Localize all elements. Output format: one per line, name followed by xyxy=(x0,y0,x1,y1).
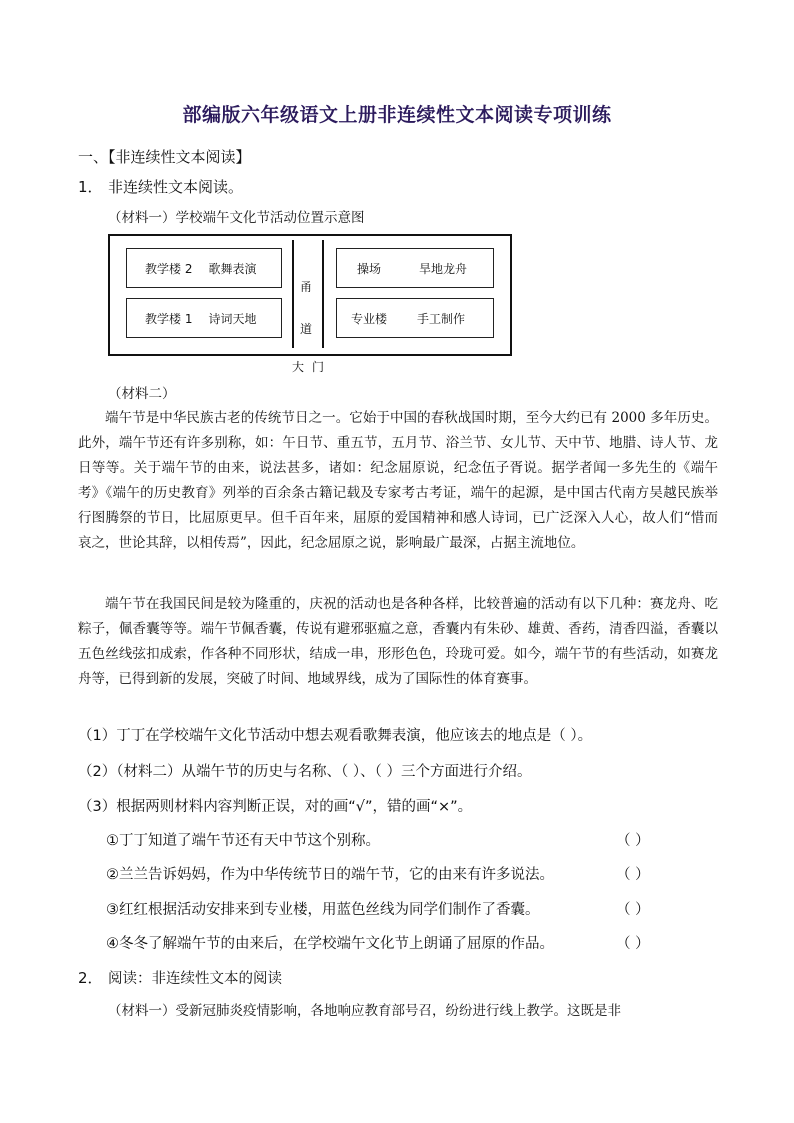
question-2-text: 阅读：非连续性文本的阅读 xyxy=(108,971,282,987)
section-heading: 一、【非连续性文本阅读】 xyxy=(78,148,251,166)
material-1-caption: （材料一）学校端午文化节活动位置示意图 xyxy=(108,210,365,226)
judgement-4-answer[interactable]: （ ） xyxy=(616,936,650,952)
road-right-edge xyxy=(322,240,324,348)
question-2-material-1: （材料一）受新冠肺炎疫情影响，各地响应教育部号召，纷纷进行线上教学。这既是非 xyxy=(108,1003,621,1019)
sub-question-3: （3）根据两则材料内容判断正误，对的画“√”，错的画“×”。 xyxy=(78,799,473,815)
building-teaching-2 xyxy=(126,248,282,288)
main-gate-label: 大门 xyxy=(292,360,333,374)
material-2-paragraph-2: 端午节在我国民间是较为隆重的，庆祝的活动也是各种各样，比较普遍的活动有以下几种：赛龙舟、吃粽子，佩香囊等等。端午节佩香囊，传说有避邪驱瘟之意，香囊内有朱砂、雄黄、香药，清香四溢，香囊以五色丝线弦扣成索，作各种不同形状，结成一串，形形色色，玲珑可爱。如今，端午节的有些活动，如赛龙舟等，已得到新的发展，突破了时间、地域界线，成为了国际性的体育赛事。 xyxy=(78,596,718,687)
activity-name: 旱地龙舟 xyxy=(419,261,468,276)
judgement-4: ④冬冬了解端午节的由来后，在学校端午文化节上朗诵了屈原的作品。 xyxy=(106,936,554,952)
road-label-top: 甬 xyxy=(300,280,313,294)
judgement-3: ③红红根据活动安排来到专业楼，用蓝色丝线为同学们制作了香囊。 xyxy=(106,902,540,918)
building-name: 教学楼 1 xyxy=(145,311,193,326)
road-label-bottom: 道 xyxy=(300,322,313,336)
building-playground xyxy=(336,248,494,288)
material-2-paragraph-1: 端午节是中华民族古老的传统节日之一。它始于中国的春秋战国时期，至今大约已有 2000 多年历史。此外，端午节还有许多别称，如：午日节、重五节，五月节、浴兰节、女儿节、天中节、地腊、诗人节、龙日等等。关于端午节的由来，说法甚多，诸如：纪念屈原说，纪念伍子胥说。据学者闻一多先生的《端午考》《端午的历史教育》列举的百余条古籍记载及专家考古考证，端午的起源，是中国古代南方吴越民族举行图腾祭的节日，比屈原更早。但千百年来，屈原的爱国精神和感人诗词，已广泛深入人心，故人们“惜而哀之，世论其辞，以相传焉”，因此，纪念屈原之说，影响最广最深，占据主流地位。 xyxy=(78,410,718,551)
building-professional xyxy=(336,298,494,338)
judgement-1-answer[interactable]: （ ） xyxy=(616,833,650,849)
question-1-number: 1． xyxy=(78,178,103,196)
question-1-text: 非连续性文本阅读。 xyxy=(108,178,244,196)
sub-question-2: （2）（材料二）从端午节的历史与名称、（ ）、（ ）三个方面进行介绍。 xyxy=(78,764,532,780)
judgement-3-answer[interactable]: （ ） xyxy=(616,902,650,918)
judgement-1: ①丁丁知道了端午节还有天中节这个别称。 xyxy=(106,833,380,849)
building-teaching-1 xyxy=(126,298,282,338)
road-left-edge xyxy=(292,240,294,348)
activity-map xyxy=(108,234,512,356)
building-name: 教学楼 2 xyxy=(145,261,193,276)
activity-name: 手工制作 xyxy=(417,311,466,326)
activity-name: 诗词天地 xyxy=(208,311,257,326)
judgement-2: ②兰兰告诉妈妈，作为中华传统节日的端午节，它的由来有许多说法。 xyxy=(106,867,554,883)
building-name: 专业楼 xyxy=(351,311,388,326)
judgement-2-answer[interactable]: （ ） xyxy=(616,867,650,883)
activity-name: 歌舞表演 xyxy=(208,261,257,276)
material-2-caption: （材料二） xyxy=(108,386,176,402)
building-name: 操场 xyxy=(357,261,382,276)
question-2-number: 2． xyxy=(78,969,103,987)
page-title: 部编版六年级语文上册非连续性文本阅读专项训练 xyxy=(182,104,612,126)
sub-question-1: （1）丁丁在学校端午文化节活动中想去观看歌舞表演，他应该去的地点是（ ）。 xyxy=(78,728,593,744)
